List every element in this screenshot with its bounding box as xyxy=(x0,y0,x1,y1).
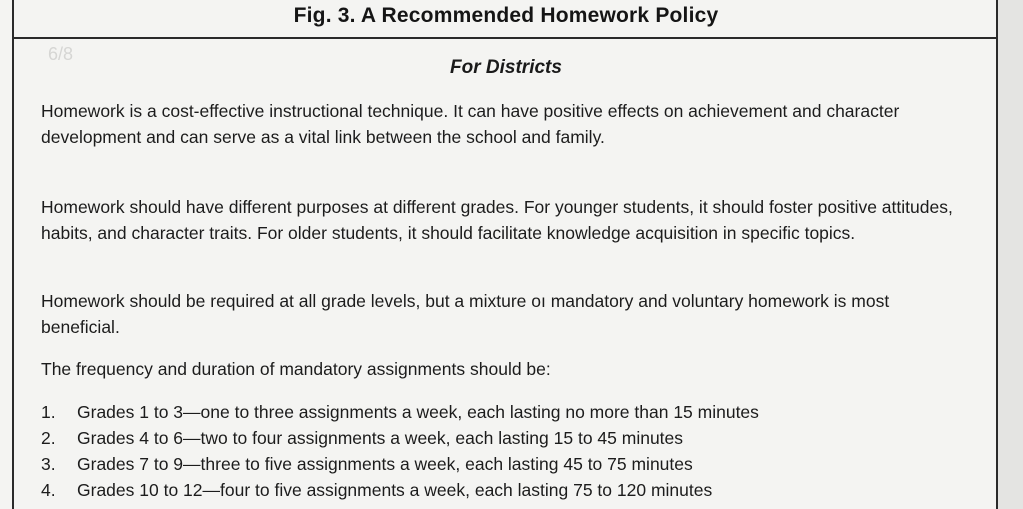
list-item-text: Grades 4 to 6—two to four assignments a week, each lasting 15 to 45 minutes xyxy=(77,428,684,448)
list-item-number: 3. xyxy=(41,454,56,474)
list-item xyxy=(41,477,981,503)
list-item-text: Grades 1 to 3—one to three assignments a week, each lasting no more than 15 minutes xyxy=(77,402,759,422)
list-item-number: 2. xyxy=(41,428,56,448)
paragraph-required: Homework should be required at all grade levels, but a mixture oı mandatory and voluntary homework is most beneficial. xyxy=(41,291,890,337)
paragraph-cost-effective: Homework is a cost-effective instructional technique. It can have positive effects on achievement and character development and can serve as a vital link between the school and family. xyxy=(41,101,900,147)
paragraph-frequency-intro: The frequency and duration of mandatory assignments should be: xyxy=(41,359,551,379)
list-item-text: Grades 10 to 12—four to five assignments a week, each lasting 75 to 120 minutes xyxy=(77,480,713,500)
list-item xyxy=(41,425,981,451)
list-item-number: 1. xyxy=(41,402,56,422)
list-item-number: 4. xyxy=(41,480,56,500)
box-border-right-top xyxy=(996,0,998,38)
page-margin xyxy=(997,0,1023,509)
paragraph-purposes: Homework should have different purposes at different grades. For younger students, it should foster positive attitudes, habits, and character traits. For older students, it should facilitate knowledge acquisition in specific topics. xyxy=(41,197,953,243)
list-item xyxy=(41,399,981,425)
policy-subheading: For Districts xyxy=(450,57,562,78)
list-item xyxy=(41,451,981,477)
box-border-left-top xyxy=(12,0,14,38)
figure-title: Fig. 3. A Recommended Homework Policy xyxy=(293,4,719,27)
assignment-list xyxy=(41,399,981,503)
page-counter: 6/8 xyxy=(48,44,74,64)
list-item-text: Grades 7 to 9—three to five assignments a week, each lasting 45 to 75 minutes xyxy=(77,454,693,474)
